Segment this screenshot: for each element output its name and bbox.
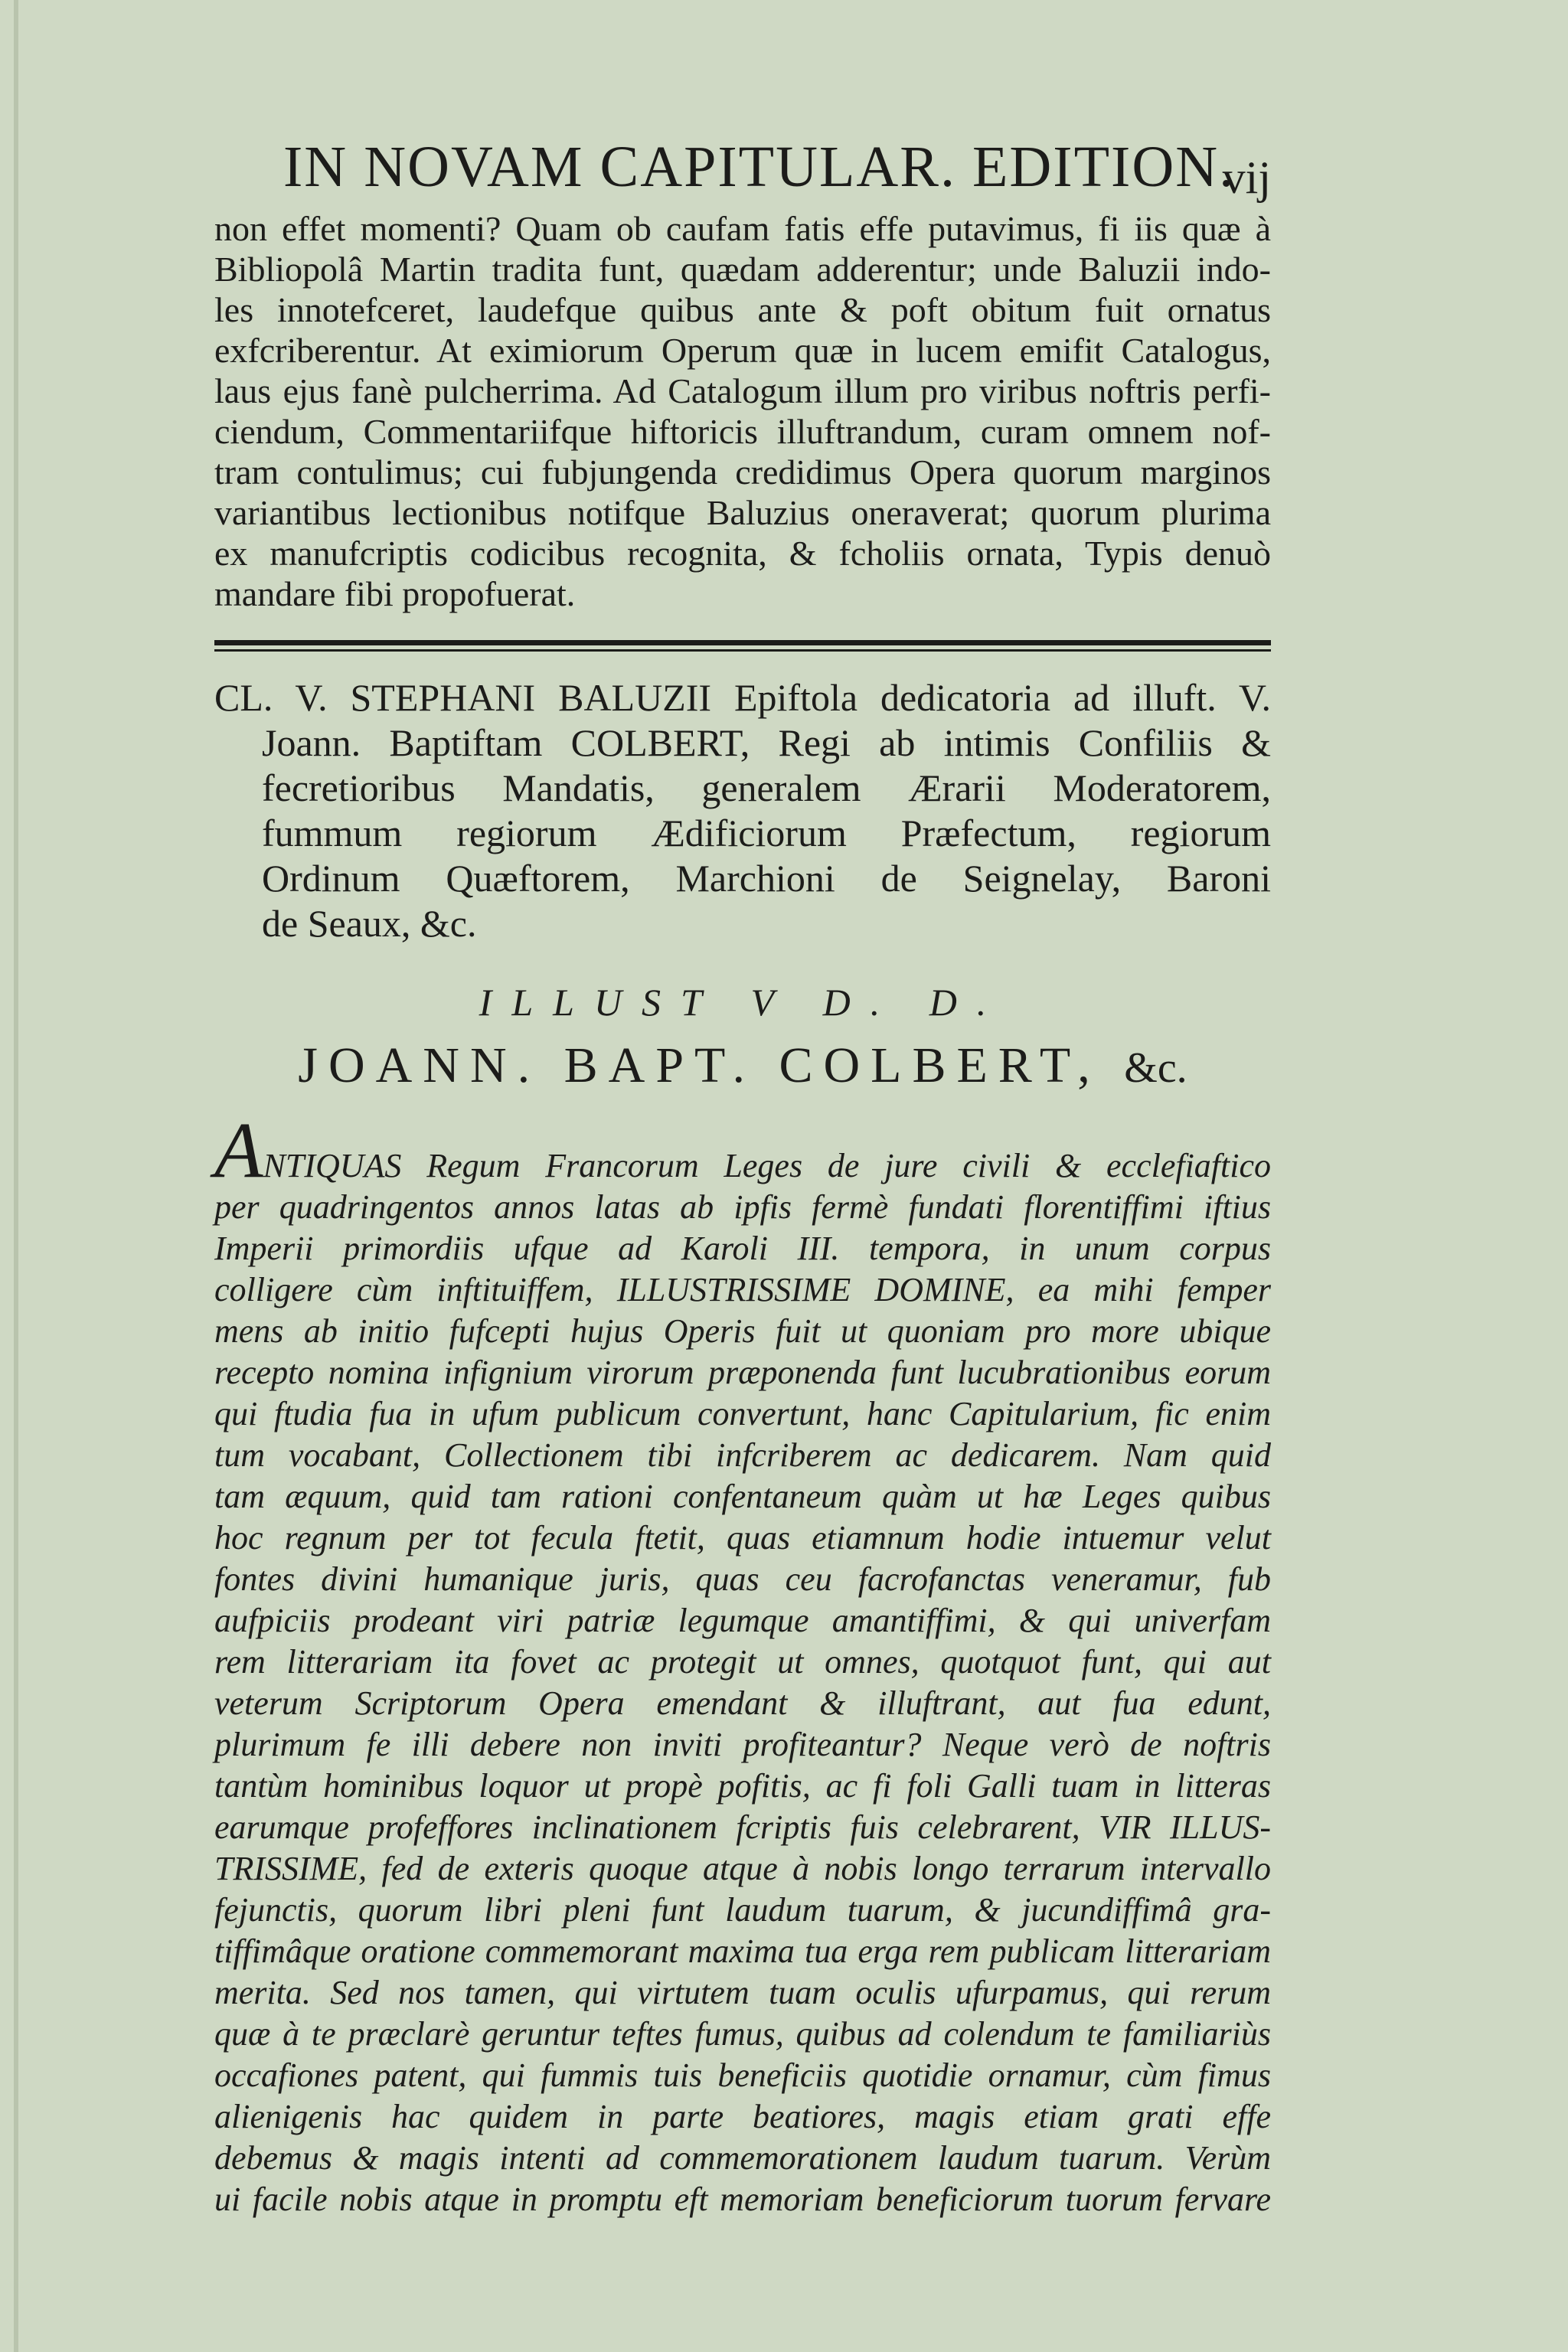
drop-initial: A [214, 1106, 263, 1194]
text-line: veterum Scriptorum Opera emendant & illuftrant, aut fua edunt, [214, 1684, 1271, 1722]
addressee [214, 1037, 1271, 1095]
text-line: qui ftudia fua in ufum publicum convertunt, hanc Capitularium, fic enim [214, 1395, 1271, 1432]
text-line: les innotefceret, laudefque quibus ante & poft obitum fuit ornatus [214, 290, 1271, 329]
text-line: tum vocabant, Collectionem tibi infcriberem ac dedicarem. Nam quid [214, 1436, 1271, 1474]
text-line: occafiones patent, qui fummis tuis beneficiis quotidie ornamur, cùm fimus [214, 2056, 1271, 2094]
running-head [214, 135, 1271, 208]
text-line: earumque profeffores inclinationem fcriptis fuis celebrarent, VIR ILLUS- [214, 1808, 1271, 1846]
text-line: aufpiciis prodeant viri patriæ legumque amantiffimi, & qui univerfam [214, 1602, 1271, 1639]
salutation: ILLUST V D. D. [479, 981, 1007, 1024]
preface-paragraph [214, 208, 1271, 614]
text-line: variantibus lectionibus notifque Baluzius oneraverat; quorum plurima [214, 493, 1271, 532]
text-line: plurimum fe illi debere non inviti profiteantur? Neque verò de noftris [214, 1726, 1271, 1763]
text-line: CL. V. STEPHANI BALUZII Epiftola dedicatoria ad illuft. V. [214, 676, 1271, 719]
text-line: fecretioribus Mandatis, generalem Ærarii Moderatorem, [262, 766, 1271, 809]
text-line: Joann. Baptiftam COLBERT, Regi ab intimis Confiliis & [262, 721, 1271, 764]
text-line: ui facile nobis atque in promptu eft memoriam beneficiorum tuorum fervare [214, 2180, 1271, 2218]
text-line: ciendum, Commentariifque hiftoricis illuftrandum, curam omnem nof- [214, 412, 1271, 451]
text-line: tantùm hominibus loquor ut propè pofitis, ac fi foli Galli tuam in litteras [214, 1767, 1271, 1805]
text-line: fontes divini humanique juris, quas ceu facrofanctas veneramur, fub [214, 1560, 1271, 1598]
page-number: vij [1222, 152, 1271, 203]
text-line: debemus & magis intenti ad commemorationem laudum tuarum. Verùm [214, 2139, 1271, 2177]
text-line [214, 1106, 1271, 1194]
text-line-rest: NTIQUAS Regum Francorum Leges de jure civili & ecclefiaftico [263, 1147, 1271, 1184]
text-line: Bibliopolâ Martin tradita funt, quædam adderentur; unde Baluzii indo- [214, 250, 1271, 289]
running-title: IN NOVAM CAPITULAR. EDITION. [283, 135, 1236, 199]
book-page [214, 135, 1271, 2220]
text-line: Imperii primordiis ufque ad Karoli III. tempora, in unum corpus [214, 1230, 1271, 1267]
double-rule-divider [214, 640, 1271, 652]
text-line: Ordinum Quæftorem, Marchioni de Seignelay, Baroni [262, 857, 1271, 900]
letter-body [214, 1106, 1271, 2220]
text-line: quæ à te præclarè geruntur teftes fumus, quibus ad colendum te familiariùs [214, 2015, 1271, 2053]
text-line: non effet momenti? Quam ob caufam fatis effe putavimus, fi iis quæ à [214, 209, 1271, 248]
text-line: de Seaux, &c. [262, 902, 477, 945]
text-line: exfcriberentur. At eximiorum Operum quæ in lucem emifit Catalogus, [214, 331, 1271, 370]
text-line: per quadringentos annos latas ab ipfis fermè fundati florentiffimi iftius [214, 1188, 1271, 1226]
text-line: tam æquum, quid tam rationi confentaneum quàm ut hæ Leges quibus [214, 1478, 1271, 1515]
text-line: hoc regnum per tot fecula ftetit, quas etiamnum hodie intuemur velut [214, 1519, 1271, 1557]
text-line: alienigenis hac quidem in parte beatiores, magis etiam grati effe [214, 2098, 1271, 2135]
text-line: ex manufcriptis codicibus recognita, & fcholiis ornata, Typis denuò [214, 534, 1271, 573]
page-edge [14, 0, 18, 2352]
rule-thick [214, 640, 1271, 645]
text-line: tram contulimus; cui fubjungenda credidimus Opera quorum marginos [214, 452, 1271, 492]
text-line: TRISSIME, fed de exteris quoque atque à nobis longo terrarum intervallo [214, 1850, 1271, 1887]
text-line: fummum regiorum Ædificiorum Præfectum, regiorum [262, 812, 1271, 854]
text-line: fejunctis, quorum libri pleni funt laudum tuarum, & jucundiffimâ gra- [214, 1891, 1271, 1929]
addressee-name: JOANN. BAPT. COLBERT, [298, 1037, 1101, 1093]
text-line: tiffimâque oratione commemorant maxima tua erga rem publicam litterariam [214, 1932, 1271, 1970]
text-line: merita. Sed nos tamen, qui virtutem tuam oculis ufurpamus, qui rerum [214, 1974, 1271, 2011]
text-line: colligere cùm inftituiffem, ILLUSTRISSIME DOMINE, ea mihi femper [214, 1271, 1271, 1308]
text-line: recepto nomina infignium virorum præponenda funt lucubrationibus eorum [214, 1354, 1271, 1391]
dedication-heading [214, 675, 1271, 946]
text-line: laus ejus fanè pulcherrima. Ad Catalogum illum pro viribus noftris perfi- [214, 371, 1271, 410]
text-line: mandare fibi propofuerat. [214, 574, 576, 613]
text-line: mens ab initio fufcepti hujus Operis fuit ut quoniam pro more ubique [214, 1312, 1271, 1350]
rule-thin [214, 649, 1271, 652]
addressee-etc: &c. [1124, 1044, 1187, 1092]
text-line: rem litterariam ita fovet ac protegit ut omnes, quotquot funt, qui aut [214, 1643, 1271, 1681]
